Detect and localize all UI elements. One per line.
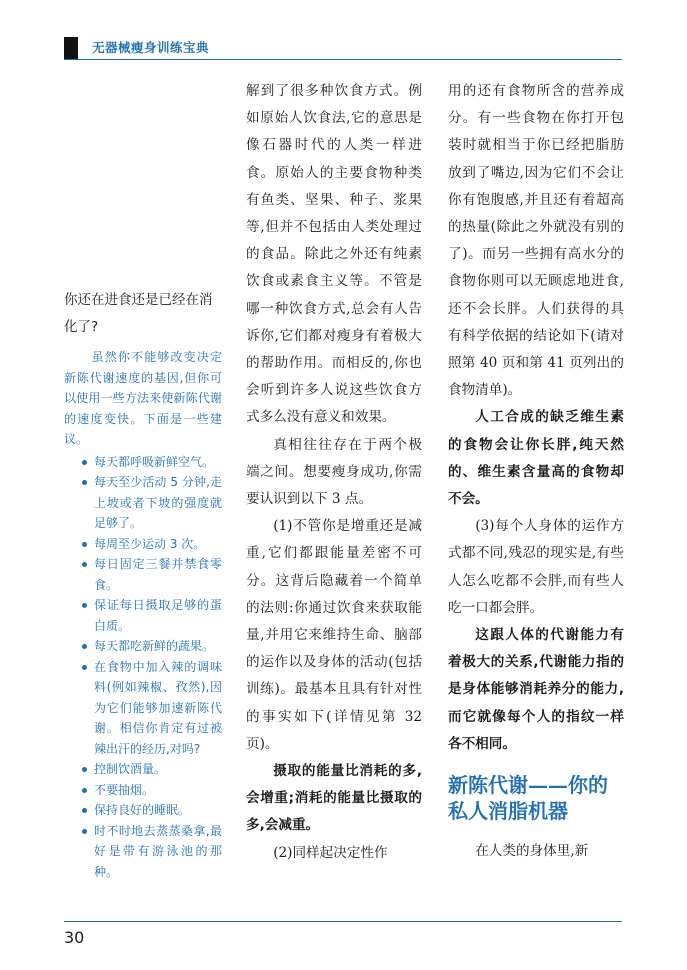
body-paragraph: 真相往往存在于两个极端之间。想要瘦身成功,你需要认识到以下 3 点。 <box>246 436 422 508</box>
sidebar-intro: 虽然你不能够改变决定新陈代谢速度的基因,但你可以使用一些方法来使新陈代谢的速度变快。下面是一些建议。 <box>64 350 222 446</box>
sidebar-tip-list <box>64 452 222 883</box>
section-heading: 新陈代谢——你的私人消脂机器 <box>448 773 608 824</box>
emphasis-paragraph: 这跟人体的代谢能力有着极大的关系,代谢能力指的是身体能够消耗养分的能力,而它就像每个人的指纹一样各不相同。 <box>448 627 624 752</box>
tip-item: 每天都呼吸新鲜空气。 <box>64 452 222 473</box>
tip-item: 每日固定三餐并禁食零食。 <box>64 554 222 595</box>
running-header-title: 无器械瘦身训练宝典 <box>92 40 210 55</box>
body-paragraph: (1)不管你是增重还是减重,它们都跟能量差密不可分。这背后隐藏着一个简单的法则:你通过饮食来获取能量,并用它来维持生命、脑部的运作以及身体的活动(包括训练)。最基本且具有针对性的事实如下(详情见第 32 页)。 <box>246 518 422 752</box>
footer-rule <box>64 921 622 922</box>
body-column-2 <box>448 78 624 865</box>
tip-item: 每天至少活动 5 分钟,走上坡或者下坡的强度就足够了。 <box>64 472 222 534</box>
sidebar-title: 你还在进食还是已经在消化了? <box>64 292 213 335</box>
tip-item: 保持良好的睡眠。 <box>64 800 222 821</box>
body-column-1 <box>246 78 422 867</box>
body-paragraph: (2)同样起决定性作 <box>273 844 388 861</box>
body-paragraph: 用的还有食物所含的营养成分。有一些食物在你打开包装时就相当于你已经把脂肪放到了嘴边,因为它们不会让你有饱腹感,并且还有着超高的热量(除此之外就没有别的了)。而另一些拥有高水分的食物你则可以无顾虑地进食,还不会长胖。人们获得的具有科学依据的结论如下(请对照第 40 页和第 41 页列出的食物清单)。 <box>448 83 624 399</box>
header-marker <box>64 37 78 59</box>
tip-item: 不要抽烟。 <box>64 780 222 801</box>
header-rule <box>64 59 622 60</box>
emphasis-paragraph: 摄取的能量比消耗的多,会增重;消耗的能量比摄取的多,会减重。 <box>246 763 422 834</box>
tip-item: 时不时地去蒸蒸桑拿,最好是带有游泳池的那种。 <box>64 821 222 883</box>
tip-item: 每天都吃新鲜的蔬果。 <box>64 636 222 657</box>
tip-item: 保证每日摄取足够的蛋白质。 <box>64 595 222 636</box>
page-number: 30 <box>64 928 85 947</box>
body-paragraph: 在人类的身体里,新 <box>475 843 589 860</box>
emphasis-paragraph: 人工合成的缺乏维生素的食物会让你长胖,纯天然的、维生素含量高的食物却不会。 <box>448 409 624 508</box>
tip-item: 控制饮酒量。 <box>64 759 222 780</box>
tip-item: 每周至少运动 3 次。 <box>64 534 222 555</box>
body-paragraph: (3)每个人身体的运作方式都不同,残忍的现实是,有些人怎么吃都不会胖,而有些人吃一口都会胖。 <box>448 518 624 616</box>
tip-item: 在食物中加入辣的调味料(例如辣椒、孜然),因为它们能够加速新陈代谢。相信你肯定有过被辣出汗的经历,对吗? <box>64 657 222 760</box>
sidebar-tips <box>64 287 222 882</box>
body-paragraph: 解到了很多种饮食方式。例如原始人饮食法,它的意思是像石器时代的人类一样进食。原始人的主要食物种类有鱼类、坚果、种子、浆果等,但并不包括由人类处理过的食品。除此之外还有纯素饮食或素食主义等。不管是哪一种饮食方式,总会有人告诉你,它们都对瘦身有着极大的帮助作用。而相反的,你也会听到许多人说这些饮食方式多么没有意义和效果。 <box>246 83 422 426</box>
